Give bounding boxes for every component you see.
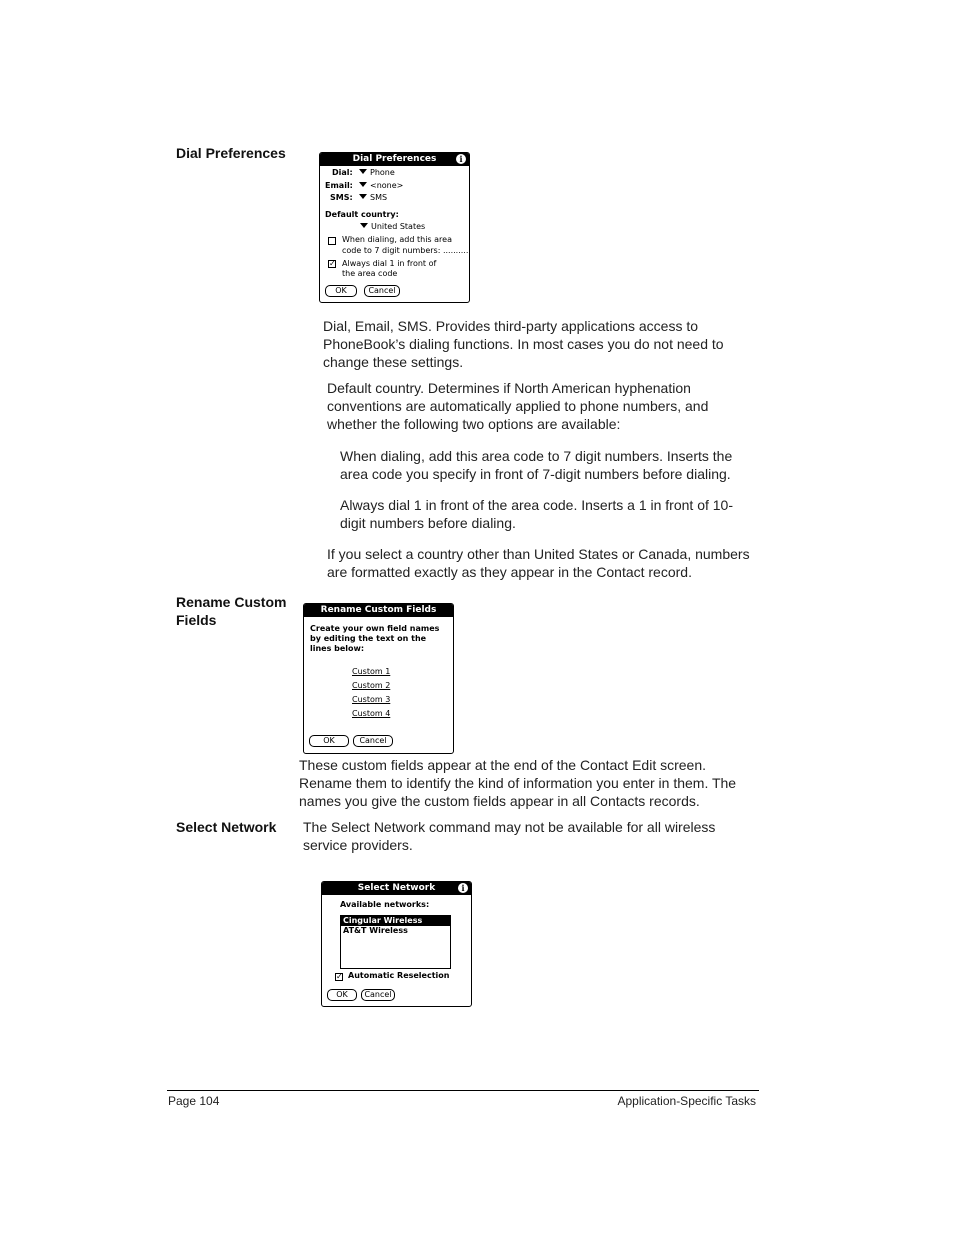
auto-reselection-checkbox[interactable]: ✓ [336,972,343,981]
info-icon[interactable]: i [458,883,468,893]
ok-button[interactable]: OK [309,735,349,747]
area-code-option-line1: When dialing, add this area [342,235,452,244]
chevron-down-icon [359,169,367,174]
dial-label: Dial: [332,168,353,177]
chapter-title: Application-Specific Tasks [617,1094,756,1108]
custom-field-4-input[interactable]: Custom 4 [352,709,391,718]
dial-one-checkbox[interactable]: ✓ [329,259,336,268]
default-country-trigger[interactable]: United States [360,222,425,232]
chevron-down-icon [359,194,367,199]
dial-preferences-dialog [319,152,470,303]
area-code-option-line2: code to 7 digit numbers: .......... [342,246,469,255]
network-item-att[interactable]: AT&T Wireless [343,926,408,935]
rename-custom-fields-heading-line1: Rename Custom [176,594,287,610]
dial-trigger[interactable]: Phone [359,168,395,178]
ok-button[interactable]: OK [327,989,357,1001]
dialog-title: Select Network [322,882,471,895]
chevron-down-icon [360,223,368,228]
dial-one-paragraph: Always dial 1 in front of the area code. Inserts a 1 in front of 10-digit numbers before dialing. [340,497,733,531]
info-icon[interactable]: i [456,154,466,164]
dial-email-sms-paragraph: Dial, Email, SMS. Provides third-party applications access to PhoneBook’s dialing functions. In most cases you do not need to change these settings. [323,318,724,370]
cancel-button[interactable]: Cancel [364,285,400,297]
country-format-paragraph: If you select a country other than United States or Canada, numbers are formatted exactly as they appear in the Contact record. [327,546,750,580]
instruction-line1: Create your own field names [310,624,440,633]
dial-preferences-heading: Dial Preferences [176,145,286,161]
area-code-paragraph: When dialing, add this area code to 7 digit numbers. Inserts the area code you specify in front of 7-digit numbers before dialing. [340,448,733,482]
cancel-button[interactable]: Cancel [353,735,393,747]
ok-button[interactable]: OK [325,285,357,297]
footer-divider [167,1090,759,1091]
sms-trigger[interactable]: SMS [359,193,387,203]
network-list[interactable] [340,915,451,969]
sms-label: SMS: [330,193,353,202]
dial-one-option-line1: Always dial 1 in front of [342,259,437,268]
auto-reselection-label: Automatic Reselection [348,971,450,980]
email-trigger[interactable]: <none> [359,181,403,191]
rename-custom-fields-heading-line2: Fields [176,612,217,628]
custom-field-1-input[interactable]: Custom 1 [352,667,391,676]
custom-field-2-input[interactable]: Custom 2 [352,681,391,690]
cancel-button[interactable]: Cancel [361,989,395,1001]
dialog-title: Rename Custom Fields [304,604,453,617]
available-networks-label: Available networks: [340,900,430,909]
default-country-paragraph: Default country. Determines if North American hyphenation conventions are automatically applied to phone numbers, and whether the following two options are available: [327,380,709,432]
default-country-label: Default country: [325,210,399,219]
custom-field-3-input[interactable]: Custom 3 [352,695,391,704]
chevron-down-icon [359,182,367,187]
dial-one-option-line2: the area code [342,269,398,278]
instruction-line3: lines below: [310,644,365,653]
custom-fields-paragraph: These custom fields appear at the end of the Contact Edit screen. Rename them to identify the kind of information you enter in them. The names you give the custom fields appear in all Contacts records. [299,757,737,809]
email-label: Email: [325,181,353,190]
select-network-heading: Select Network [176,819,277,835]
dialog-title: Dial Preferences [320,153,469,166]
page-number: Page 104 [168,1094,220,1108]
instruction-line2: by editing the text on the [310,634,427,643]
area-code-checkbox[interactable] [328,237,336,245]
network-item-cingular[interactable]: Cingular Wireless [341,916,450,926]
select-network-paragraph: The Select Network command may not be available for all wireless service providers. [303,819,716,853]
select-network-dialog [321,881,472,1007]
rename-custom-fields-dialog [303,603,454,754]
